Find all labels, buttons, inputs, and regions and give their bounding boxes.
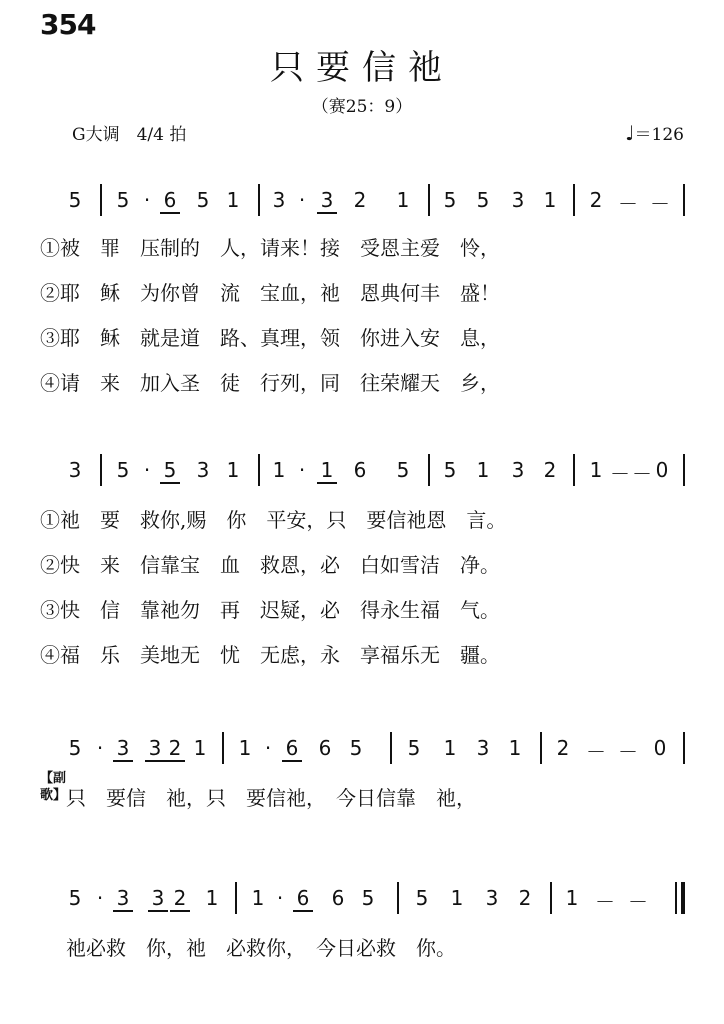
note: 2 — [165, 736, 185, 762]
note: 3 — [113, 886, 133, 912]
note: 5 — [68, 886, 82, 910]
note: 5 — [396, 458, 410, 482]
dash: － — [618, 740, 638, 764]
note: 1 — [476, 458, 490, 482]
notation-line-3 — [0, 728, 724, 768]
note: 3 — [511, 188, 525, 212]
note: 2 — [556, 736, 570, 760]
note: 2 — [170, 886, 190, 912]
note: 3 — [196, 458, 210, 482]
dot: · — [276, 886, 284, 910]
bar-line — [683, 454, 685, 486]
note: 1 — [251, 886, 265, 910]
note: 5 — [196, 188, 210, 212]
dot: · — [143, 458, 151, 482]
note: 6 — [353, 458, 367, 482]
dot: · — [143, 188, 151, 212]
note: 5 — [160, 458, 180, 484]
note: 6 — [331, 886, 345, 910]
bar-line — [397, 882, 399, 914]
note: 3 — [148, 886, 168, 912]
note: 2 — [543, 458, 557, 482]
note: 1 — [226, 188, 240, 212]
bar-line — [683, 732, 685, 764]
note: 5 — [68, 188, 82, 212]
note: 5 — [116, 188, 130, 212]
tempo-value: ＝126 — [634, 125, 684, 145]
note: 1 — [589, 458, 603, 482]
note: 6 — [160, 188, 180, 214]
note: 1 — [205, 886, 219, 910]
note: 1 — [565, 886, 579, 910]
bar-line — [222, 732, 224, 764]
bar-line — [100, 184, 102, 216]
note: 1 — [450, 886, 464, 910]
bar-line — [573, 184, 575, 216]
dot: · — [298, 458, 306, 482]
final-bar-line — [675, 882, 677, 914]
note: 5 — [68, 736, 82, 760]
note: 3 — [113, 736, 133, 762]
tempo-marking — [625, 120, 684, 145]
note: 1 — [396, 188, 410, 212]
verse-2-line-1: ②耶 稣 为你曾 流 宝血，祂 恩典何丰 盛！ — [40, 281, 500, 305]
bar-line — [235, 882, 237, 914]
note: 2 — [518, 886, 532, 910]
note: 1 — [238, 736, 252, 760]
bar-line — [258, 454, 260, 486]
note: 5 — [476, 188, 490, 212]
scripture-reference: （赛25：9） — [311, 97, 413, 117]
notation-line-1 — [0, 180, 724, 220]
bar-line — [258, 184, 260, 216]
chorus-line-1: 只 要信 祂，只 要信祂， 今日信靠 祂， — [66, 786, 476, 810]
note: 5 — [116, 458, 130, 482]
note: 3 — [485, 886, 499, 910]
verse-4-line-1: ④请 来 加入圣 徒 行列，同 往荣耀天 乡， — [40, 371, 500, 395]
verse-3-line-2: ③快 信 靠祂勿 再 迟疑，必 得永生福 气。 — [40, 598, 500, 622]
hymn-number: 354 — [40, 8, 96, 41]
verse-3-line-1: ③耶 稣 就是道 路、真理，领 你进入安 息， — [40, 326, 500, 350]
note: 0 — [655, 458, 669, 482]
note: 1 — [543, 188, 557, 212]
dot: · — [298, 188, 306, 212]
dash: － — [595, 890, 615, 914]
note: 5 — [361, 886, 375, 910]
note: 3 — [317, 188, 337, 214]
dot: · — [96, 886, 104, 910]
notation-line-4 — [0, 878, 724, 918]
note: 3 — [145, 736, 165, 762]
note: 1 — [443, 736, 457, 760]
bar-line — [390, 732, 392, 764]
verse-4-line-2: ④福 乐 美地无 忧 无虑，永 享福乐无 疆。 — [40, 643, 500, 667]
note: 1 — [272, 458, 286, 482]
chorus-label: 【副歌】 — [40, 771, 67, 803]
note: 2 — [589, 188, 603, 212]
dash: － — [628, 890, 648, 914]
note: 6 — [282, 736, 302, 762]
note: 3 — [511, 458, 525, 482]
note: 3 — [476, 736, 490, 760]
dash: － — [618, 192, 638, 216]
note: 5 — [407, 736, 421, 760]
bar-line — [428, 184, 430, 216]
final-bar-line-thick — [681, 882, 685, 914]
note: 1 — [226, 458, 240, 482]
bar-line — [683, 184, 685, 216]
quarter-note-icon: ♩ — [625, 121, 635, 145]
note: 0 — [653, 736, 667, 760]
note: 1 — [317, 458, 337, 484]
notation-line-2 — [0, 450, 724, 490]
verse-1-line-2: ①祂 要 救你,赐 你 平安，只 要信祂恩 言。 — [40, 508, 507, 532]
chorus-line-2: 祂必救 你，祂 必救你， 今日必救 你。 — [66, 936, 456, 960]
note: 2 — [353, 188, 367, 212]
dash: － — [610, 462, 630, 486]
dash: － — [586, 740, 606, 764]
hymn-title: 只要信祂 — [270, 48, 454, 88]
bar-line — [540, 732, 542, 764]
note: 6 — [318, 736, 332, 760]
dash: － — [632, 462, 652, 486]
dot: · — [96, 736, 104, 760]
note: 5 — [443, 188, 457, 212]
note: 3 — [272, 188, 286, 212]
dash: － — [650, 192, 670, 216]
bar-line — [428, 454, 430, 486]
dot: · — [264, 736, 272, 760]
note: 5 — [415, 886, 429, 910]
note: 3 — [68, 458, 82, 482]
note: 5 — [349, 736, 363, 760]
note: 1 — [193, 736, 207, 760]
key-and-meter: G大调 4/4 拍 — [72, 125, 187, 145]
note: 1 — [508, 736, 522, 760]
note: 5 — [443, 458, 457, 482]
verse-2-line-2: ②快 来 信靠宝 血 救恩，必 白如雪洁 净。 — [40, 553, 500, 577]
verse-1-line-1: ①被 罪 压制的 人，请来！接 受恩主爱 怜， — [40, 236, 500, 260]
bar-line — [550, 882, 552, 914]
bar-line — [100, 454, 102, 486]
bar-line — [573, 454, 575, 486]
note: 6 — [293, 886, 313, 912]
